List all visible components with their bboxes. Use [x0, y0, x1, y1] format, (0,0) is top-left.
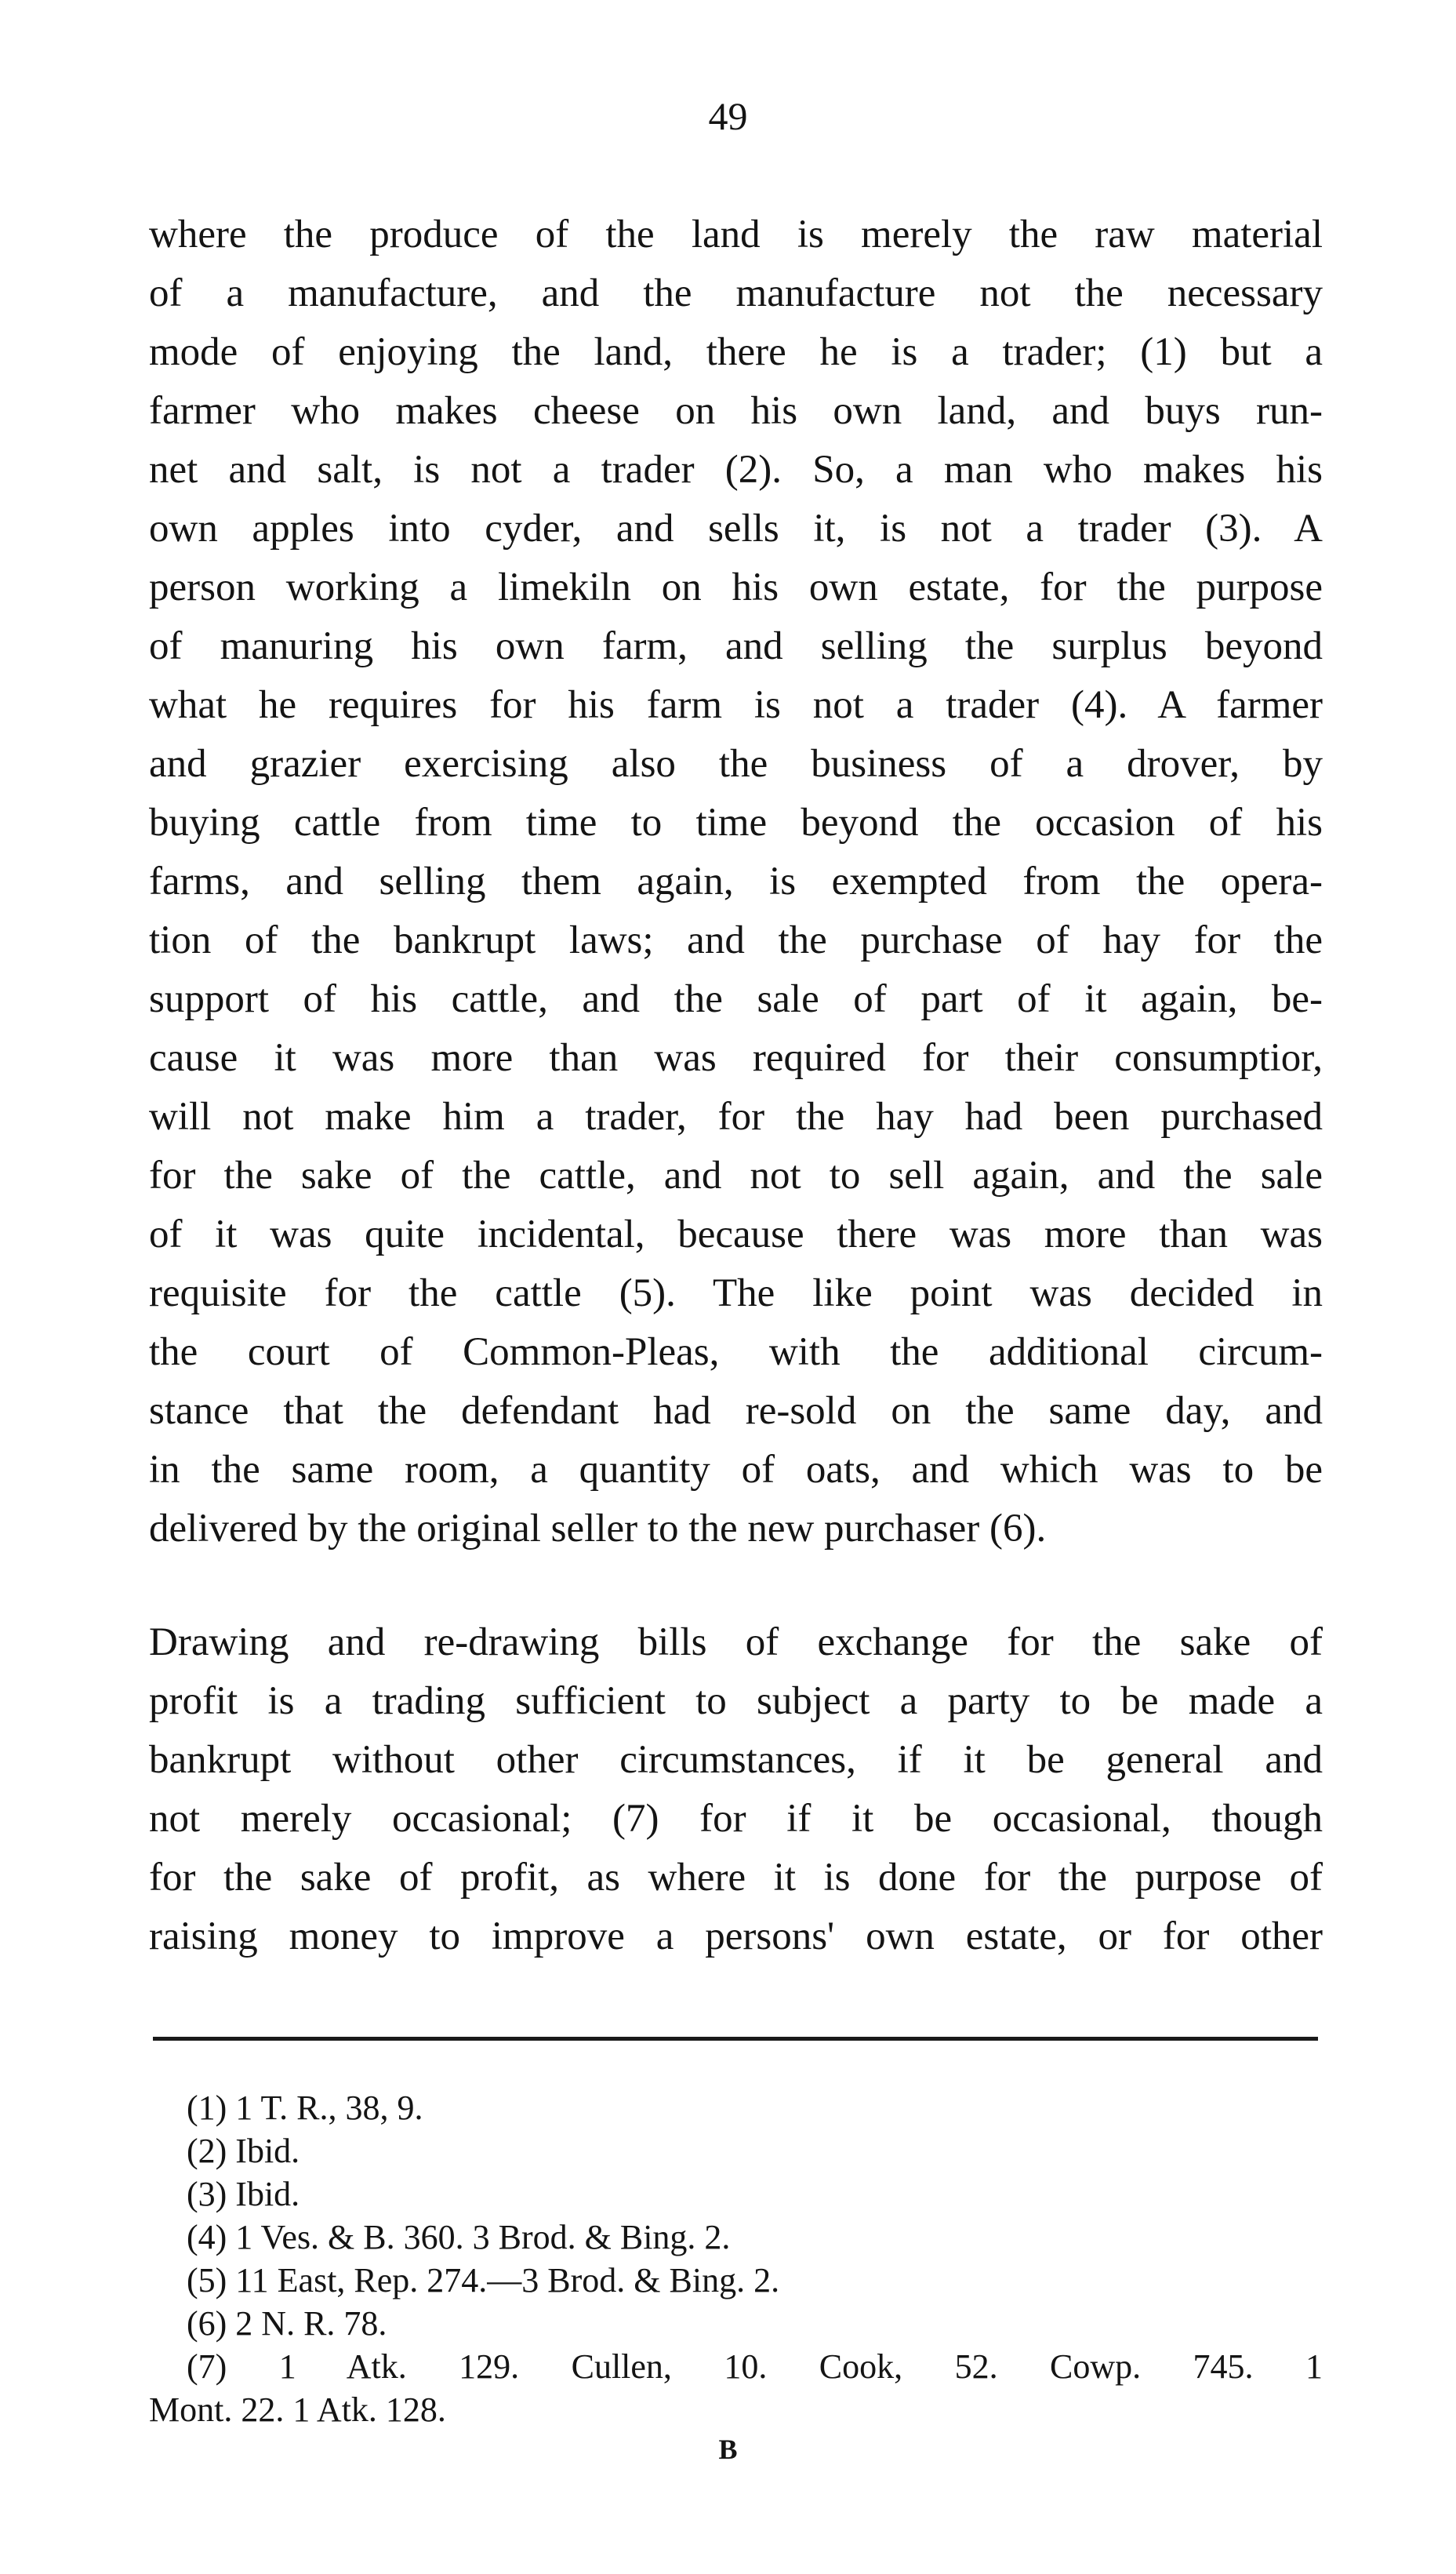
footnote-2: (2) Ibid. [187, 2132, 300, 2170]
footnotes [149, 2086, 1323, 2431]
footnote-divider [153, 2037, 1318, 2041]
text-line: own apples into cyder, and sells it, is not a trader (3). A [149, 507, 1323, 551]
text-line: net and salt, is not a trader (2). So, a man who makes his [149, 448, 1323, 492]
text-line: of manuring his own farm, and selling the surplus beyond [149, 624, 1323, 668]
text-line: support of his cattle, and the sale of part of it again, be- [149, 977, 1323, 1021]
text-line: stance that the defendant had re-sold on the same day, and [149, 1389, 1323, 1433]
footnote-5: (5) 11 East, Rep. 274.—3 Brod. & Bing. 2. [187, 2261, 780, 2300]
paragraph-2 [149, 1613, 1323, 1966]
text-line: cause it was more than was required for their consumptior, [149, 1036, 1323, 1080]
text-line: profit is a trading sufficient to subject a party to be made a [149, 1679, 1323, 1723]
text-line: farmer who makes cheese on his own land, and buys run- [149, 389, 1323, 433]
text-line: for the sake of the cattle, and not to sell again, and the sale [149, 1154, 1323, 1198]
text-line: and grazier exercising also the business of a drover, by [149, 742, 1323, 786]
text-line: where the produce of the land is merely the raw material [149, 213, 1323, 256]
text-line: what he requires for his farm is not a trader (4). A farmer [149, 683, 1323, 727]
text-line: in the same room, a quantity of oats, and which was to be [149, 1448, 1323, 1492]
text-line: tion of the bankrupt laws; and the purchase of hay for the [149, 918, 1323, 962]
text-line: requisite for the cattle (5). The like point was decided in [149, 1271, 1323, 1315]
footnote-4: (4) 1 Ves. & B. 360. 3 Brod. & Bing. 2. [187, 2218, 731, 2256]
paragraph-1 [149, 205, 1323, 1558]
text-line: delivered by the original seller to the new purchaser (6). [149, 1507, 1047, 1551]
text-line: farms, and selling them again, is exempted from the opera- [149, 860, 1323, 903]
text-line: raising money to improve a persons' own estate, or for other [149, 1914, 1323, 1958]
footnote-7: (7) 1 Atk. 129. Cullen, 10. Cook, 52. Cowp. 745. 1 [187, 2347, 1323, 2386]
footnote-7-continuation: Mont. 22. 1 Atk. 128. [149, 2390, 446, 2429]
text-line: buying cattle from time to time beyond the occasion of his [149, 801, 1323, 845]
text-line: for the sake of profit, as where it is done for the purpose of [149, 1856, 1323, 1900]
text-line: person working a limekiln on his own estate, for the purpose [149, 565, 1323, 609]
text-line: will not make him a trader, for the hay had been purchased [149, 1095, 1323, 1139]
text-line: of it was quite incidental, because there was more than was [149, 1212, 1323, 1256]
text-line: mode of enjoying the land, there he is a trader; (1) but a [149, 330, 1323, 374]
footnote-1: (1) 1 T. R., 38, 9. [187, 2089, 423, 2127]
footnote-6: (6) 2 N. R. 78. [187, 2304, 387, 2343]
signature-mark: B [718, 2434, 738, 2465]
text-line: bankrupt without other circumstances, if it be general and [149, 1738, 1323, 1782]
text-line: of a manufacture, and the manufacture not the necessary [149, 271, 1323, 315]
text-line: the court of Common-Pleas, with the additional circum- [149, 1330, 1323, 1374]
footnote-3: (3) Ibid. [187, 2175, 300, 2213]
text-line: Drawing and re-drawing bills of exchange for the sake of [149, 1620, 1323, 1664]
text-line: not merely occasional; (7) for if it be occasional, though [149, 1797, 1323, 1841]
page-number: 49 [708, 94, 748, 138]
